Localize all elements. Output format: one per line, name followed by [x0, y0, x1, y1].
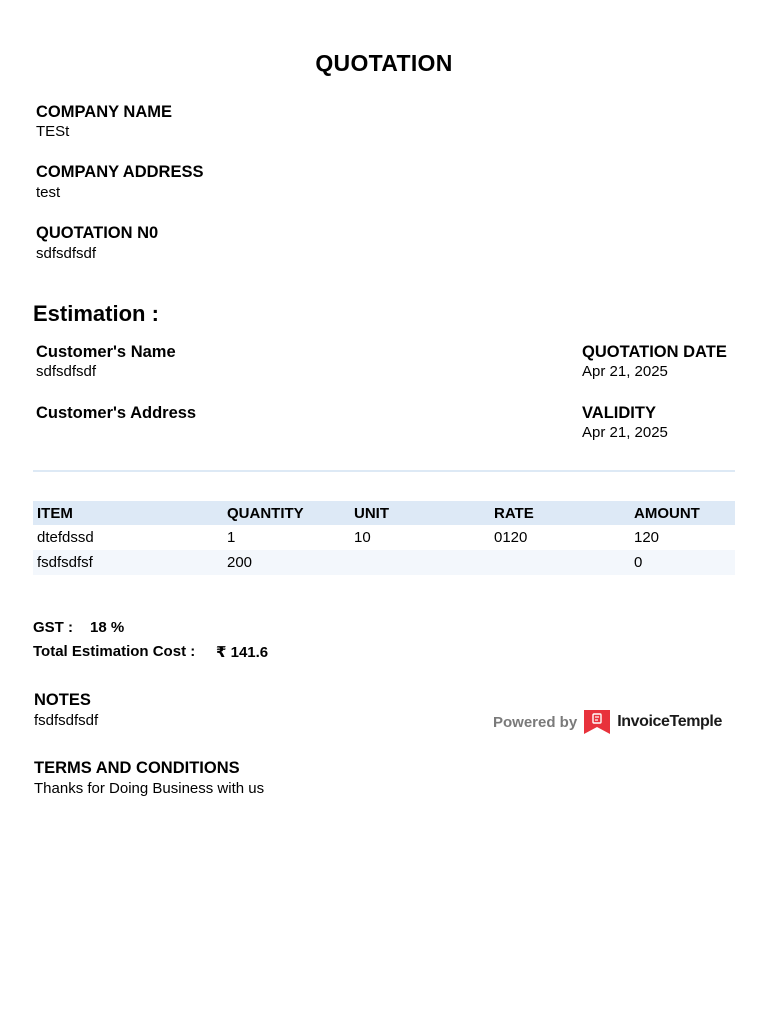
- total-cost-value: ₹ 141.6: [216, 644, 269, 661]
- gst-value: 18 %: [90, 619, 125, 636]
- column-header-unit: UNIT: [350, 501, 490, 525]
- customer-name-value: sdfsdfsdf: [36, 363, 97, 380]
- company-address-value: test: [36, 184, 61, 201]
- column-header-quantity: QUANTITY: [223, 501, 350, 525]
- terms-value: Thanks for Doing Business with us: [34, 780, 265, 797]
- column-header-item: ITEM: [33, 501, 223, 525]
- rate-cell: [490, 550, 630, 575]
- document-title: QUOTATION: [315, 50, 453, 76]
- company-name-value: TESt: [36, 123, 70, 140]
- company-address-label: COMPANY ADDRESS: [36, 163, 204, 181]
- company-name-label: COMPANY NAME: [36, 103, 172, 121]
- quotation-date-label: QUOTATION DATE: [582, 343, 727, 361]
- item-cell: fsdfsdfsf: [33, 550, 223, 575]
- invoicetemple-logo-icon: [584, 710, 610, 734]
- quantity-cell: 200: [223, 550, 350, 575]
- notes-label: NOTES: [34, 691, 91, 709]
- gst-label: GST :: [33, 619, 73, 636]
- powered-by-badge[interactable]: [493, 709, 722, 735]
- section-divider: [33, 470, 735, 472]
- column-header-rate: RATE: [490, 501, 630, 525]
- unit-cell: 10: [354, 529, 371, 546]
- estimation-heading: Estimation :: [33, 301, 159, 326]
- table-row: [33, 550, 735, 575]
- items-table: [33, 501, 735, 575]
- customer-name-label: Customer's Name: [36, 343, 176, 361]
- rate-cell: 0120: [494, 529, 528, 546]
- quantity-cell: 1: [227, 529, 236, 546]
- notes-value: fsdfsdfsdf: [34, 712, 99, 729]
- quotation-date-value: Apr 21, 2025: [582, 363, 668, 380]
- amount-cell: 120: [634, 529, 660, 546]
- column-header-amount: AMOUNT: [630, 501, 735, 525]
- quotation-no-value: sdfsdfsdf: [36, 245, 97, 262]
- item-cell: dtefdssd: [37, 529, 94, 546]
- unit-cell: [350, 550, 490, 575]
- customer-address-label: Customer's Address: [36, 404, 197, 422]
- quotation-no-label: QUOTATION N0: [36, 224, 159, 242]
- total-cost-label: Total Estimation Cost :: [33, 643, 196, 660]
- table-header-row: [33, 501, 735, 525]
- brand-name: InvoiceTemple: [617, 713, 722, 730]
- validity-value: Apr 21, 2025: [582, 424, 668, 441]
- table-row: [33, 525, 735, 550]
- amount-cell: 0: [630, 550, 735, 575]
- terms-label: TERMS AND CONDITIONS: [34, 759, 240, 777]
- validity-label: VALIDITY: [582, 404, 656, 422]
- powered-by-text: Powered by: [493, 713, 578, 731]
